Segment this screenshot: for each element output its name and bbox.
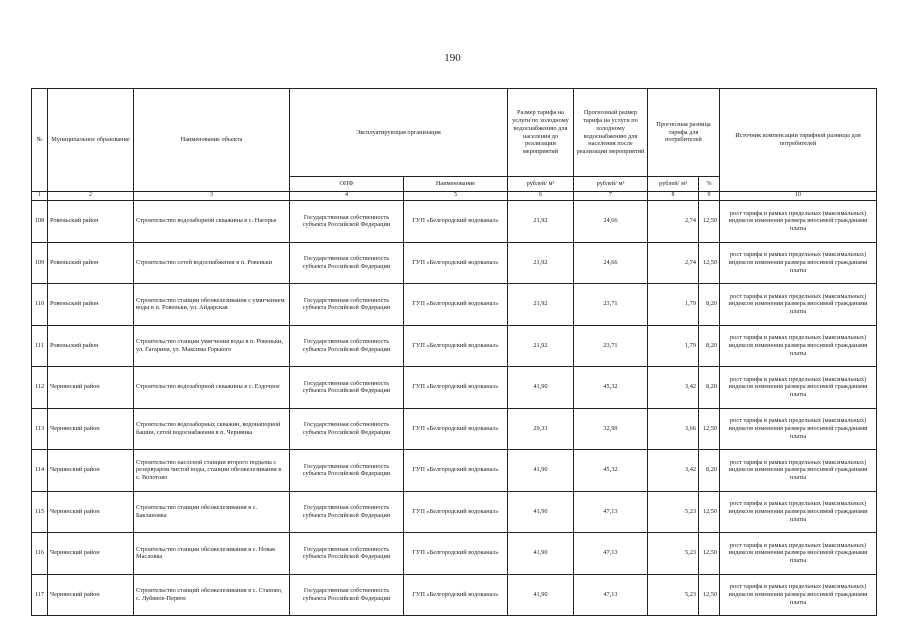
tariff-forecast-cell: 24,66 — [574, 201, 648, 243]
tariff-cold-cell: 41,90 — [508, 574, 574, 616]
header-name: Наименование — [404, 177, 508, 192]
table-row — [32, 533, 877, 575]
opf-cell: Государственная собственность субъекта Российской Федерации — [290, 533, 404, 575]
table-row — [32, 325, 877, 367]
tariff-pct-cell: 8,20 — [699, 284, 720, 326]
source-cell: рост тарифа в рамках предельных (максимальных) индексов изменения размера вносимой гражданами платы — [720, 284, 877, 326]
organization-cell: ГУП «Белгородский водоканал» — [404, 201, 508, 243]
tariff-pct-cell: 12,50 — [699, 491, 720, 533]
tariff-diff-cell: 5,23 — [648, 491, 699, 533]
header-tariff-diff: Прогнозная разница тарифа для потребителей — [648, 89, 720, 177]
municipality-cell: Чернянский район — [48, 491, 134, 533]
tariff-pct-cell: 8,20 — [699, 325, 720, 367]
tariff-cold-cell: 41,90 — [508, 491, 574, 533]
organization-cell: ГУП «Белгородский водоканал» — [404, 367, 508, 409]
object-cell: Строительство водозаборных скважин, водонапорной башни, сетей водоснабжения в п. Чернянка — [134, 408, 290, 450]
row-number: 115 — [32, 491, 48, 533]
tariff-cold-cell: 41,90 — [508, 450, 574, 492]
municipality-cell: Чернянский район — [48, 408, 134, 450]
tariff-diff-cell: 5,23 — [648, 533, 699, 575]
object-cell: Строительство насосной станции второго подъема с резервуаром чистой воды, станции обезжелезивания в с. Волотово — [134, 450, 290, 492]
tariff-cold-cell: 29,33 — [508, 408, 574, 450]
unit-tariff-forecast: рублей/ м³ — [574, 177, 648, 192]
tariff-forecast-cell: 45,32 — [574, 367, 648, 409]
header-row — [32, 89, 877, 177]
tariff-pct-cell: 12,50 — [699, 574, 720, 616]
source-cell: рост тарифа в рамках предельных (максимальных) индексов изменения размера вносимой гражданами платы — [720, 408, 877, 450]
table-row — [32, 450, 877, 492]
column-number: 6 — [508, 192, 574, 201]
tariff-pct-cell: 12,50 — [699, 242, 720, 284]
tariff-cold-cell: 41,90 — [508, 367, 574, 409]
header-municipality: Муниципальное образование — [48, 89, 134, 192]
source-cell: рост тарифа в рамках предельных (максимальных) индексов изменения размера вносимой гражданами платы — [720, 201, 877, 243]
table-row — [32, 574, 877, 616]
municipality-cell: Чернянский район — [48, 533, 134, 575]
unit-tariff-cold: рублей/ м³ — [508, 177, 574, 192]
opf-cell: Государственная собственность субъекта Российской Федерации — [290, 367, 404, 409]
tariff-forecast-cell: 45,32 — [574, 450, 648, 492]
column-number: 1 — [32, 192, 48, 201]
opf-cell: Государственная собственность субъекта Российской Федерации — [290, 242, 404, 284]
tariff-diff-cell: 5,23 — [648, 574, 699, 616]
municipality-cell: Ровеньский район — [48, 284, 134, 326]
header-tariff-forecast: Прогнозный размер тарифа на услуги по холодному водоснабжению для населения после реализации мероприятий — [574, 89, 648, 177]
row-number: 117 — [32, 574, 48, 616]
table-row — [32, 491, 877, 533]
column-number: 5 — [404, 192, 508, 201]
source-cell: рост тарифа в рамках предельных (максимальных) индексов изменения размера вносимой гражданами платы — [720, 491, 877, 533]
opf-cell: Государственная собственность субъекта Российской Федерации — [290, 574, 404, 616]
object-cell: Строительство станции обезжелезивания с умягчением воды в п. Ровеньки, ул. Айдарская — [134, 284, 290, 326]
tariff-pct-cell: 12,50 — [699, 408, 720, 450]
column-number: 2 — [48, 192, 134, 201]
header-object: Наименование объекта — [134, 89, 290, 192]
table-row — [32, 201, 877, 243]
municipality-cell: Ровеньский район — [48, 242, 134, 284]
row-number: 109 — [32, 242, 48, 284]
tariff-forecast-cell: 23,71 — [574, 284, 648, 326]
source-cell: рост тарифа в рамках предельных (максимальных) индексов изменения размера вносимой гражданами платы — [720, 450, 877, 492]
organization-cell: ГУП «Белгородский водоканал» — [404, 574, 508, 616]
tariff-pct-cell: 12,50 — [699, 201, 720, 243]
table-row — [32, 367, 877, 409]
organization-cell: ГУП «Белгородский водоканал» — [404, 242, 508, 284]
object-cell: Строительство станции умягчения воды в п. Ровеньки, ул. Гагарина, ул. Максима Горького — [134, 325, 290, 367]
municipality-cell: Чернянский район — [48, 450, 134, 492]
tariff-diff-cell: 1,79 — [648, 284, 699, 326]
tariff-cold-cell: 41,90 — [508, 533, 574, 575]
object-cell: Строительство станции обезжелезивания в с. Новая Масловка — [134, 533, 290, 575]
source-cell: рост тарифа в рамках предельных (максимальных) индексов изменения размера вносимой гражданами платы — [720, 367, 877, 409]
opf-cell: Государственная собственность субъекта Российской Федерации — [290, 284, 404, 326]
header-tariff-cold: Размер тарифа на услуги по холодному водоснабжению для населения до реализации мероприятий — [508, 89, 574, 177]
tariff-forecast-cell: 47,13 — [574, 533, 648, 575]
tariff-pct-cell: 12,50 — [699, 533, 720, 575]
opf-cell: Государственная собственность субъекта Российской Федерации — [290, 325, 404, 367]
tariff-table — [31, 88, 877, 616]
table-row — [32, 242, 877, 284]
tariff-forecast-cell: 47,13 — [574, 491, 648, 533]
row-number: 108 — [32, 201, 48, 243]
opf-cell: Государственная собственность субъекта Российской Федерации — [290, 450, 404, 492]
tariff-diff-cell: 3,42 — [648, 367, 699, 409]
tariff-diff-cell: 3,66 — [648, 408, 699, 450]
tariff-cold-cell: 21,92 — [508, 242, 574, 284]
table-row — [32, 408, 877, 450]
row-number: 113 — [32, 408, 48, 450]
header-operator: Эксплуатирующая организация — [290, 89, 508, 177]
tariff-cold-cell: 21,92 — [508, 284, 574, 326]
tariff-diff-cell: 2,74 — [648, 242, 699, 284]
opf-cell: Государственная собственность субъекта Российской Федерации — [290, 408, 404, 450]
tariff-cold-cell: 21,92 — [508, 201, 574, 243]
tariff-diff-cell: 3,42 — [648, 450, 699, 492]
row-number: 114 — [32, 450, 48, 492]
tariff-pct-cell: 8,20 — [699, 450, 720, 492]
column-number: 10 — [720, 192, 877, 201]
organization-cell: ГУП «Белгородский водоканал» — [404, 408, 508, 450]
organization-cell: ГУП «Белгородский водоканал» — [404, 325, 508, 367]
row-number: 110 — [32, 284, 48, 326]
source-cell: рост тарифа в рамках предельных (максимальных) индексов изменения размера вносимой гражданами платы — [720, 574, 877, 616]
tariff-diff-cell: 1,79 — [648, 325, 699, 367]
tariff-diff-cell: 2,74 — [648, 201, 699, 243]
header-source: Источник компенсации тарифной разницы для потребителей — [720, 89, 877, 192]
object-cell: Строительство станций обезжелезивания в с. Станово, с. Лубяное-Первое — [134, 574, 290, 616]
object-cell: Строительство водозаборной скважины в с. Ездочное — [134, 367, 290, 409]
column-number: 3 — [134, 192, 290, 201]
municipality-cell: Ровеньский район — [48, 201, 134, 243]
organization-cell: ГУП «Белгородский водоканал» — [404, 450, 508, 492]
header-no: № — [32, 89, 48, 192]
table-row — [32, 284, 877, 326]
row-number: 116 — [32, 533, 48, 575]
tariff-pct-cell: 8,20 — [699, 367, 720, 409]
page-number: 190 — [444, 52, 461, 64]
organization-cell: ГУП «Белгородский водоканал» — [404, 284, 508, 326]
column-number: 8 — [648, 192, 699, 201]
tariff-forecast-cell: 24,66 — [574, 242, 648, 284]
opf-cell: Государственная собственность субъекта Российской Федерации — [290, 491, 404, 533]
source-cell: рост тарифа в рамках предельных (максимальных) индексов изменения размера вносимой гражданами платы — [720, 242, 877, 284]
object-cell: Строительство водозаборной скважины в с. Нагорье — [134, 201, 290, 243]
column-number: 7 — [574, 192, 648, 201]
tariff-cold-cell: 21,92 — [508, 325, 574, 367]
row-number: 112 — [32, 367, 48, 409]
column-number: 4 — [290, 192, 404, 201]
tariff-forecast-cell: 32,99 — [574, 408, 648, 450]
unit-tariff-diff: рублей/ м³ — [648, 177, 699, 192]
row-number: 111 — [32, 325, 48, 367]
opf-cell: Государственная собственность субъекта Российской Федерации — [290, 201, 404, 243]
tariff-forecast-cell: 23,71 — [574, 325, 648, 367]
source-cell: рост тарифа в рамках предельных (максимальных) индексов изменения размера вносимой гражданами платы — [720, 325, 877, 367]
header-opf: ОПФ — [290, 177, 404, 192]
object-cell: Строительство станции обезжелезивания в с. Баклановка — [134, 491, 290, 533]
municipality-cell: Чернянский район — [48, 367, 134, 409]
organization-cell: ГУП «Белгородский водоканал» — [404, 491, 508, 533]
municipality-cell: Чернянский район — [48, 574, 134, 616]
organization-cell: ГУП «Белгородский водоканал» — [404, 533, 508, 575]
municipality-cell: Ровеньский район — [48, 325, 134, 367]
column-number: 9 — [699, 192, 720, 201]
column-number-row — [32, 192, 877, 201]
unit-pct: % — [699, 177, 720, 192]
source-cell: рост тарифа в рамках предельных (максимальных) индексов изменения размера вносимой гражданами платы — [720, 533, 877, 575]
tariff-forecast-cell: 47,13 — [574, 574, 648, 616]
object-cell: Строительство сетей водоснабжения в п. Ровеньки — [134, 242, 290, 284]
